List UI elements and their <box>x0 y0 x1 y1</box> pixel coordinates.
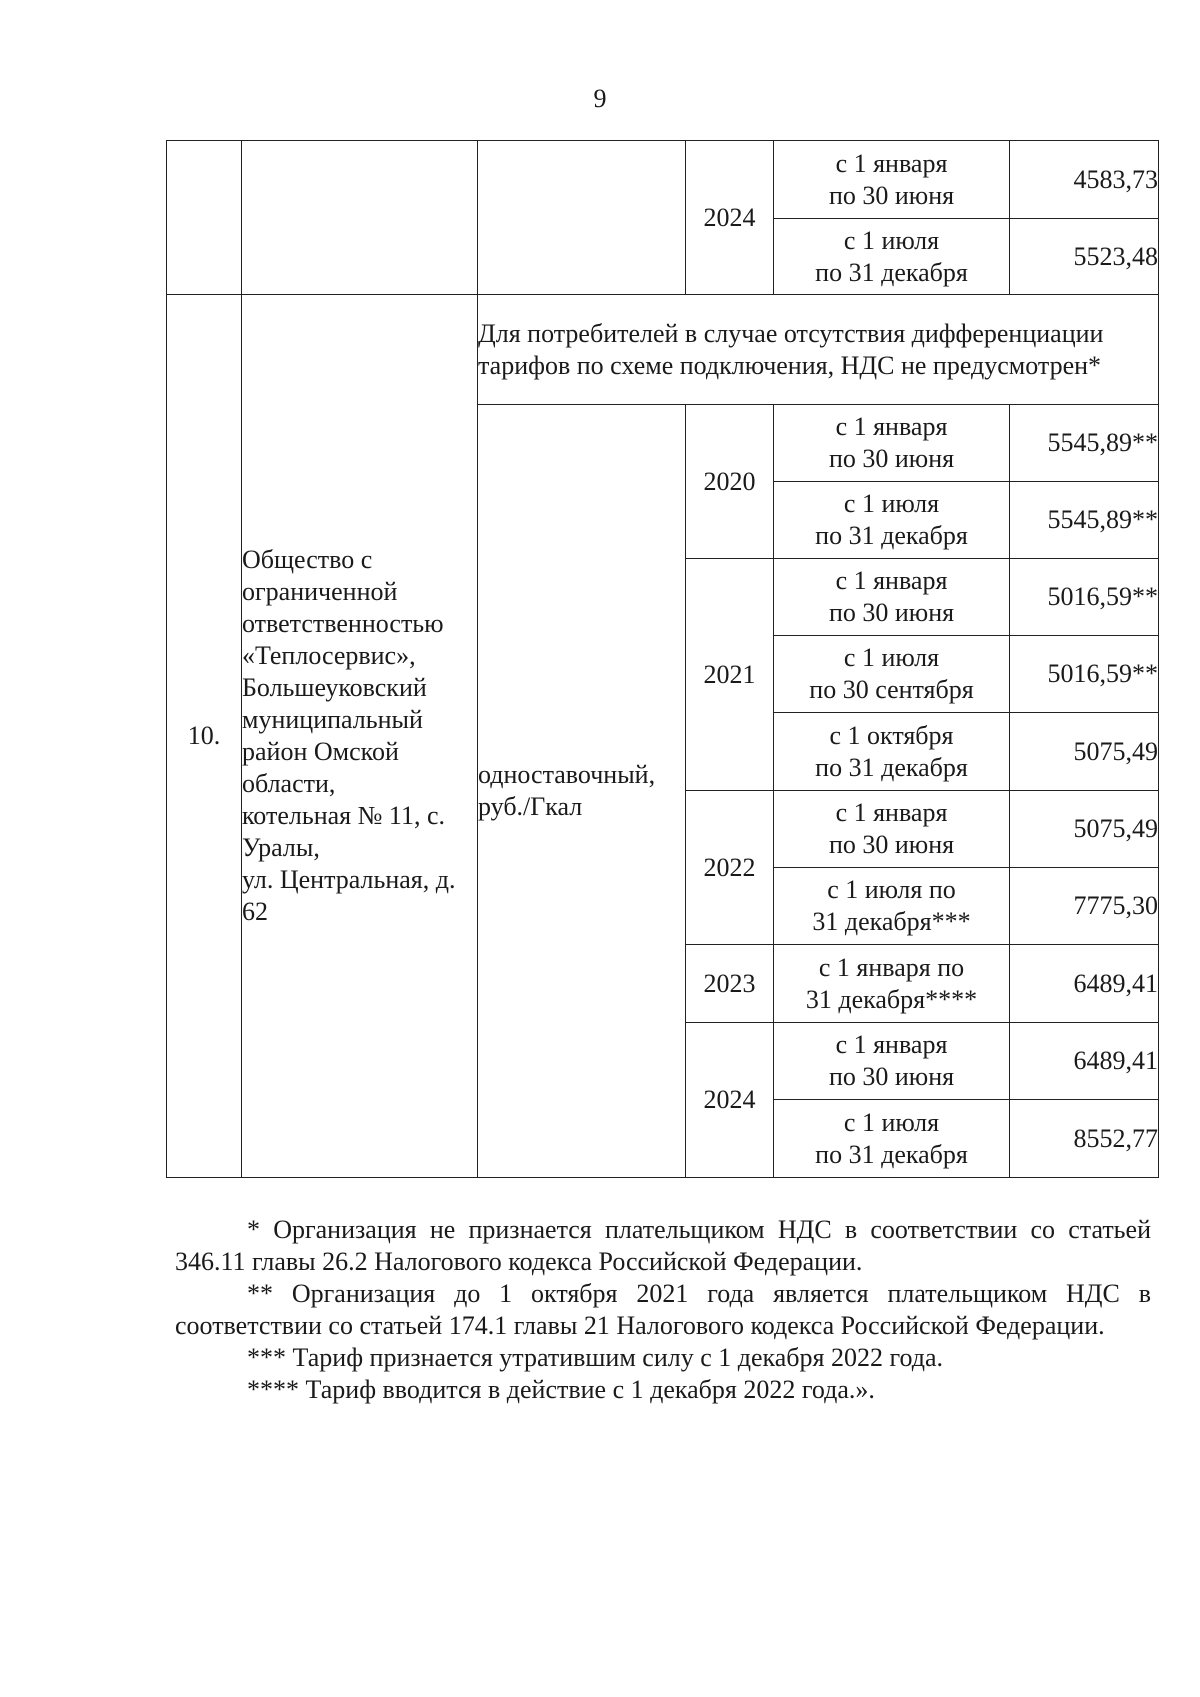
value-cell: 8552,77 <box>1010 1100 1159 1178</box>
period-line-1: с 1 января <box>835 1030 948 1059</box>
period-line-2: 31 декабря*** <box>812 907 971 936</box>
period-line-2: по 31 декабря <box>815 1139 968 1169</box>
period-line-1: с 1 января <box>835 148 948 178</box>
tariff-table <box>166 140 1159 1178</box>
tariff-kind: одноставочный, руб./Гкал <box>478 405 686 1178</box>
period-cell <box>774 791 1010 868</box>
year-cell: 2024 <box>686 1023 774 1178</box>
year-cell: 2021 <box>686 559 774 791</box>
period-line-2: по 30 июня <box>828 598 955 627</box>
period-cell <box>774 868 1010 945</box>
value-cell: 6489,41 <box>1010 1023 1159 1100</box>
consumer-note: Для потребителей в случае отсутствия дифференциации тарифов по схеме подключения, НДС не предусмотрен* <box>478 295 1159 405</box>
period-line-2: 31 декабря**** <box>805 984 978 1014</box>
organization-cell <box>242 295 478 1178</box>
period-cell <box>774 219 1010 295</box>
period-line-1: с 1 июля <box>843 1107 940 1137</box>
value-cell: 7775,30 <box>1010 868 1159 945</box>
period-line-2: по 30 июня <box>828 444 955 473</box>
period-line-1: с 1 июля по <box>827 875 956 904</box>
period-cell <box>774 405 1010 482</box>
organization-name-line-1: Общество с ограниченной ответственностью «Теплосервис», Большеуковский муниципальный район Омской области, <box>242 545 444 798</box>
period-line-1: с 1 октября <box>829 720 954 750</box>
period-line-2: по 31 декабря <box>815 752 968 782</box>
year-cell: 2022 <box>686 791 774 945</box>
table-row <box>167 295 1159 405</box>
value-cell: 5523,48 <box>1010 219 1159 295</box>
period-cell <box>774 1100 1010 1178</box>
empty-organization-cell <box>242 141 478 295</box>
value-cell: 5016,59** <box>1010 559 1159 636</box>
period-cell <box>774 1023 1010 1100</box>
period-line-2: по 31 декабря <box>815 257 968 287</box>
year-cell: 2024 <box>686 141 774 295</box>
period-line-2: по 30 сентября <box>809 675 974 704</box>
period-line-1: с 1 января <box>835 412 948 441</box>
value-cell: 6489,41 <box>1010 945 1159 1023</box>
period-line-2: по 30 июня <box>828 830 955 859</box>
footnote-2: ** Организация до 1 октября 2021 года является плательщиком НДС в соответствии со статьей 174.1 главы 21 Налогового кодекса Российской Федерации. <box>175 1279 1151 1340</box>
period-cell <box>774 141 1010 219</box>
value-cell: 4583,73 <box>1010 141 1159 219</box>
value-cell: 5016,59** <box>1010 636 1159 713</box>
footnote-4: **** Тариф вводится в действие с 1 декабря 2022 года.». <box>247 1375 875 1404</box>
organization-address-line-2: ул. Центральная, д. 62 <box>242 865 456 926</box>
organization-address-line-1: котельная № 11, с. Уралы, <box>242 801 445 862</box>
period-line-1: с 1 июля <box>843 225 940 255</box>
period-cell <box>774 636 1010 713</box>
period-line-1: с 1 июля <box>843 489 940 518</box>
empty-number-cell <box>167 141 242 295</box>
period-line-1: с 1 января <box>835 566 948 595</box>
period-line-1: с 1 января по <box>818 952 965 982</box>
value-cell: 5075,49 <box>1010 713 1159 791</box>
period-cell <box>774 945 1010 1023</box>
table-row <box>167 141 1159 219</box>
footnotes <box>175 1214 1151 1406</box>
period-cell <box>774 559 1010 636</box>
year-cell: 2020 <box>686 405 774 559</box>
entry-number: 10. <box>167 295 242 1178</box>
page-number: 9 <box>593 84 607 113</box>
period-line-1: с 1 января <box>835 798 948 827</box>
value-cell: 5075,49 <box>1010 791 1159 868</box>
footnote-1: * Организация не признается плательщиком НДС в соответствии со статьей 346.11 главы 26.2 Налогового кодекса Российской Федерации. <box>175 1215 1151 1276</box>
period-cell <box>774 482 1010 559</box>
value-cell: 5545,89** <box>1010 482 1159 559</box>
period-line-2: по 31 декабря <box>815 521 968 550</box>
period-line-2: по 30 июня <box>828 180 955 210</box>
period-line-1: с 1 июля <box>843 643 940 672</box>
period-line-2: по 30 июня <box>828 1062 955 1091</box>
empty-tariff-cell <box>478 141 686 295</box>
footnote-3: *** Тариф признается утратившим силу с 1 декабря 2022 года. <box>247 1343 944 1372</box>
year-cell: 2023 <box>686 945 774 1023</box>
period-cell <box>774 713 1010 791</box>
value-cell: 5545,89** <box>1010 405 1159 482</box>
